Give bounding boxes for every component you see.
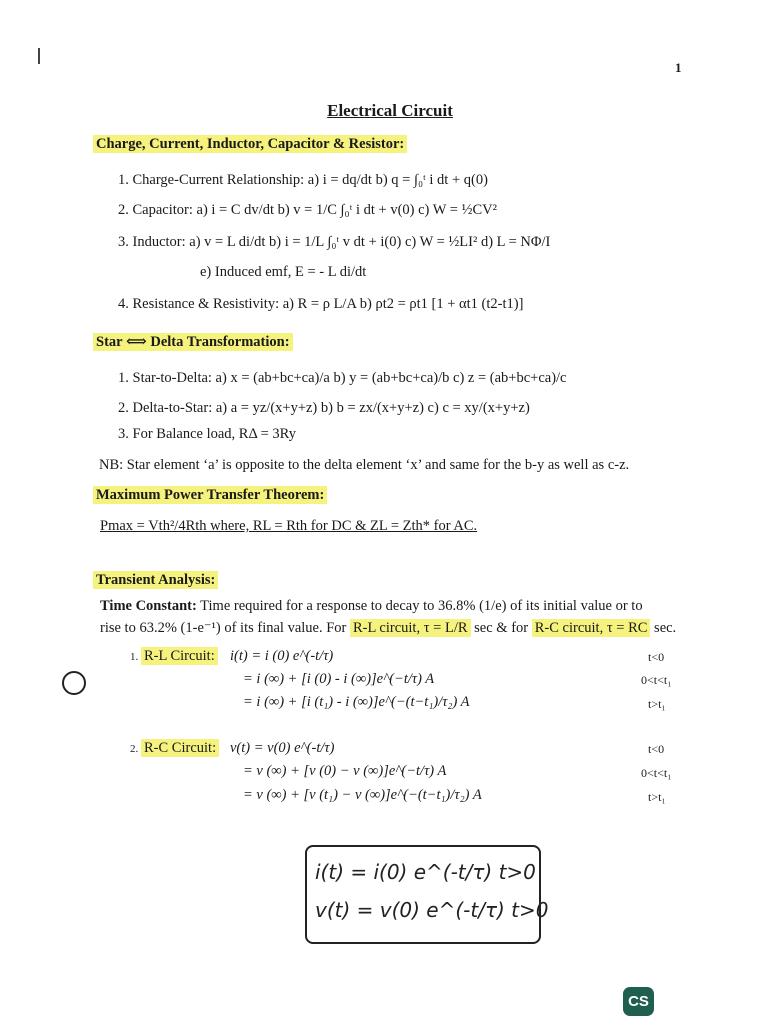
item-balance-load: 3. For Balance load, RΔ = 3Ry [118, 426, 297, 442]
rl-eq-2: = i (∞) + [i (0) - i (∞)]e^(−t/τ) A [243, 671, 435, 687]
handwritten-line-current: i(t) = i(0) e^(-t/τ) t>0 [315, 860, 536, 884]
item-charge-current: 1. Charge-Current Relationship: a) i = dq/dt b) q = ∫₀ᵗ i dt + q(0) [118, 172, 488, 188]
rl-circuit-label: 1. R-L Circuit: [130, 648, 218, 665]
item-induced-emf: e) Induced emf, E = - L di/dt [200, 264, 367, 280]
rl-range-1: t<0 [648, 650, 665, 664]
page-number: 1 [675, 60, 682, 75]
item-resistance: 4. Resistance & Resistivity: a) R = ρ L/A b) ρt2 = ρt1 [1 + αt1 (t2-t1)] [118, 296, 524, 312]
margin-pen-mark [38, 48, 40, 64]
item-capacitor: 2. Capacitor: a) i = C dv/dt b) v = 1/C ∫₀ᵗ i dt + v(0) c) W = ½CV² [118, 202, 497, 218]
rc-range-3: t>t₁ [648, 790, 666, 804]
rc-eq-2: = v (∞) + [v (0) − v (∞)]e^(−t/τ) A [243, 763, 447, 779]
rc-range-1: t<0 [648, 742, 665, 756]
rl-range-3: t>t₁ [648, 697, 666, 711]
item-star-to-delta: 1. Star-to-Delta: a) x = (ab+bc+ca)/a b) y = (ab+bc+ca)/b c) z = (ab+bc+ca)/c [118, 370, 567, 386]
section-heading-star-delta: Star ⟺ Delta Transformation: [93, 333, 293, 351]
rl-eq-1: i(t) = i (0) e^(-t/τ) [230, 648, 334, 664]
time-constant-line-1: Time Constant: Time required for a response to decay to 36.8% (1/e) of its initial value or to [100, 598, 643, 614]
star-delta-note: NB: Star element ‘a’ is opposite to the delta element ‘x’ and same for the b-y as well as c-z. [99, 457, 630, 473]
item-inductor: 3. Inductor: a) v = L di/dt b) i = 1/L ∫₀ᵗ v dt + i(0) c) W = ½LI² d) L = NΦ/I [118, 234, 551, 250]
time-constant-line-2: rise to 63.2% (1-e⁻¹) of its final value. For R-L circuit, τ = L/R sec & for R-C circuit, τ = RC sec. [100, 620, 677, 636]
item-delta-to-star: 2. Delta-to-Star: a) a = yz/(x+y+z) b) b = zx/(x+y+z) c) c = xy/(x+y+z) [118, 400, 530, 416]
rc-circuit-label: 2. R-C Circuit: [130, 740, 219, 757]
rc-eq-3: = v (∞) + [v (t₁) − v (∞)]e^(−(t−t₁)/τ₂) A [243, 787, 482, 803]
rl-range-2: 0<t<t₁ [641, 673, 672, 687]
camscanner-logo: CS [623, 987, 654, 1016]
rl-eq-3: = i (∞) + [i (t₁) - i (∞)]e^(−(t−t₁)/τ₂) A [243, 694, 470, 710]
page-title: Electrical Circuit [327, 101, 453, 120]
rc-eq-1: v(t) = v(0) e^(-t/τ) [230, 740, 335, 756]
section-heading-components: Charge, Current, Inductor, Capacitor & Resistor: [93, 136, 407, 153]
max-power-formula: Pmax = Vth²/4Rth where, RL = Rth for DC & ZL = Zth* for AC. [100, 518, 478, 534]
circle-pen-mark [62, 671, 86, 695]
section-heading-max-power: Maximum Power Transfer Theorem: [93, 487, 327, 504]
section-heading-transient: Transient Analysis: [93, 572, 218, 589]
handwritten-line-voltage: v(t) = v(0) e^(-t/τ) t>0 [315, 898, 549, 922]
rc-range-2: 0<t<t₁ [641, 766, 672, 780]
